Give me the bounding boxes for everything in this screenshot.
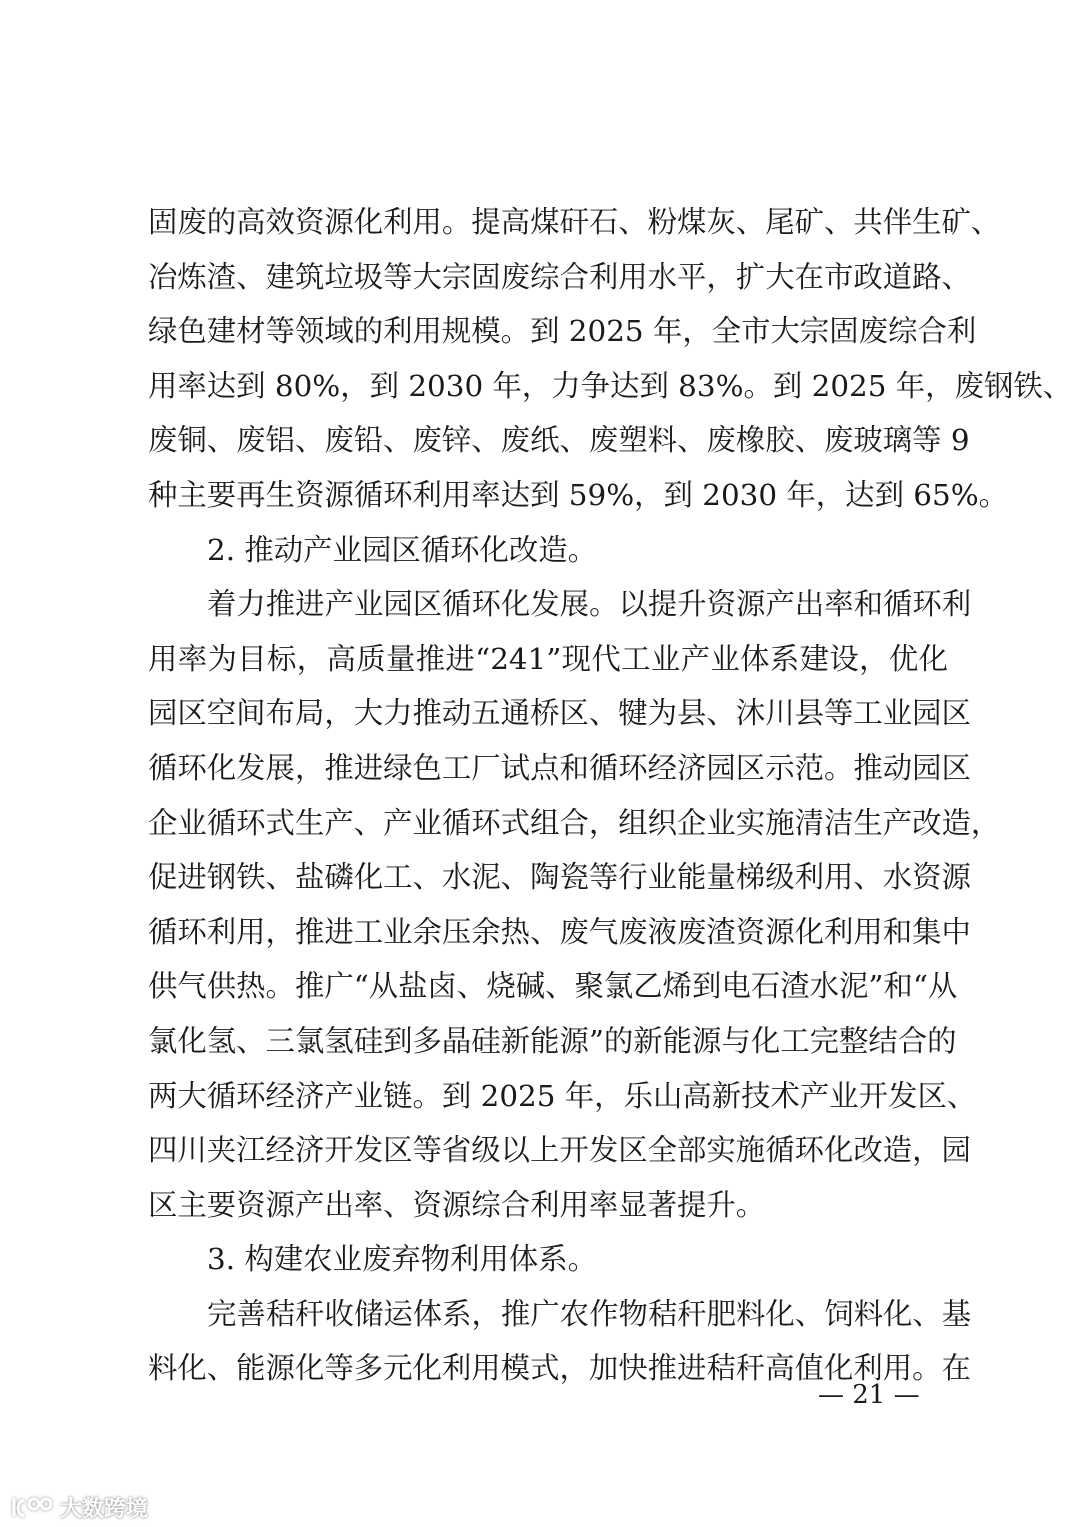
text-line-16: 氯化氢、三氯氢硅到多晶硅新能源”的新能源与化工完整结合的 [148, 1023, 957, 1058]
text-line-11: 循环化发展，推进绿色工厂试点和循环经济园区示范。推动园区 [148, 750, 971, 785]
text-line-2: 冶炼渣、建筑垃圾等大宗固废综合利用水平，扩大在市政道路、 [148, 259, 971, 294]
k100-logo-icon [10, 1494, 54, 1520]
text-line-19: 区主要资源产出率、资源综合利用率显著提升。 [148, 1187, 766, 1222]
text-line-8: 着力推进产业园区循环化发展。以提升资源产出率和循环利 [207, 587, 972, 622]
section-heading-3: 3. 构建农业废弃物利用体系。 [207, 1242, 598, 1277]
text-line-6: 种主要再生资源循环利用率达到 59%，到 2030 年，达到 65%。 [148, 477, 1009, 512]
text-line-21: 完善秸秆收储运体系，推广农作物秸秆肥料化、饲料化、基 [207, 1296, 972, 1331]
section-heading-2: 2. 推动产业园区循环化改造。 [207, 532, 598, 567]
text-line-17: 两大循环经济产业链。到 2025 年，乐山高新技术产业开发区、 [148, 1078, 977, 1113]
text-line-13: 促进钢铁、盐磷化工、水泥、陶瓷等行业能量梯级利用、水资源 [148, 860, 971, 895]
text-line-4: 用率达到 80%，到 2030 年，力争达到 83%。到 2025 年，废钢铁、 [148, 368, 1073, 403]
text-line-9: 用率为目标，高质量推进“241”现代工业产业体系建设，优化 [148, 641, 948, 676]
text-line-1: 固废的高效资源化利用。提高煤矸石、粉煤灰、尾矿、共伴生矿、 [148, 205, 1001, 239]
text-line-12: 企业循环式生产、产业循环式组合，组织企业实施清洁生产改造， [148, 805, 1001, 840]
text-line-10: 园区空间布局，大力推动五通桥区、犍为县、沐川县等工业园区 [148, 696, 971, 731]
watermark-text: 大数跨境 [60, 1496, 149, 1522]
page-number: — 21 — [818, 1380, 920, 1410]
text-line-18: 四川夹江经济开发区等省级以上开发区全部实施循环化改造，园 [148, 1133, 971, 1168]
watermark [10, 1492, 148, 1522]
text-line-3: 绿色建材等领域的利用规模。到 2025 年，全市大宗固废综合利 [148, 314, 977, 349]
text-line-14: 循环利用，推进工业余压余热、废气废液废渣资源化利用和集中 [148, 914, 971, 949]
document-body [148, 195, 1073, 1396]
text-line-15: 供气供热。推广“从盐卤、烧碱、聚氯乙烯到电石渣水泥”和“从 [148, 969, 958, 1004]
text-line-22: 料化、能源化等多元化利用模式，加快推进秸秆高值化利用。在 [148, 1351, 971, 1386]
text-line-5: 废铜、废铝、废铅、废锌、废纸、废塑料、废橡胶、废玻璃等 9 [148, 423, 970, 458]
